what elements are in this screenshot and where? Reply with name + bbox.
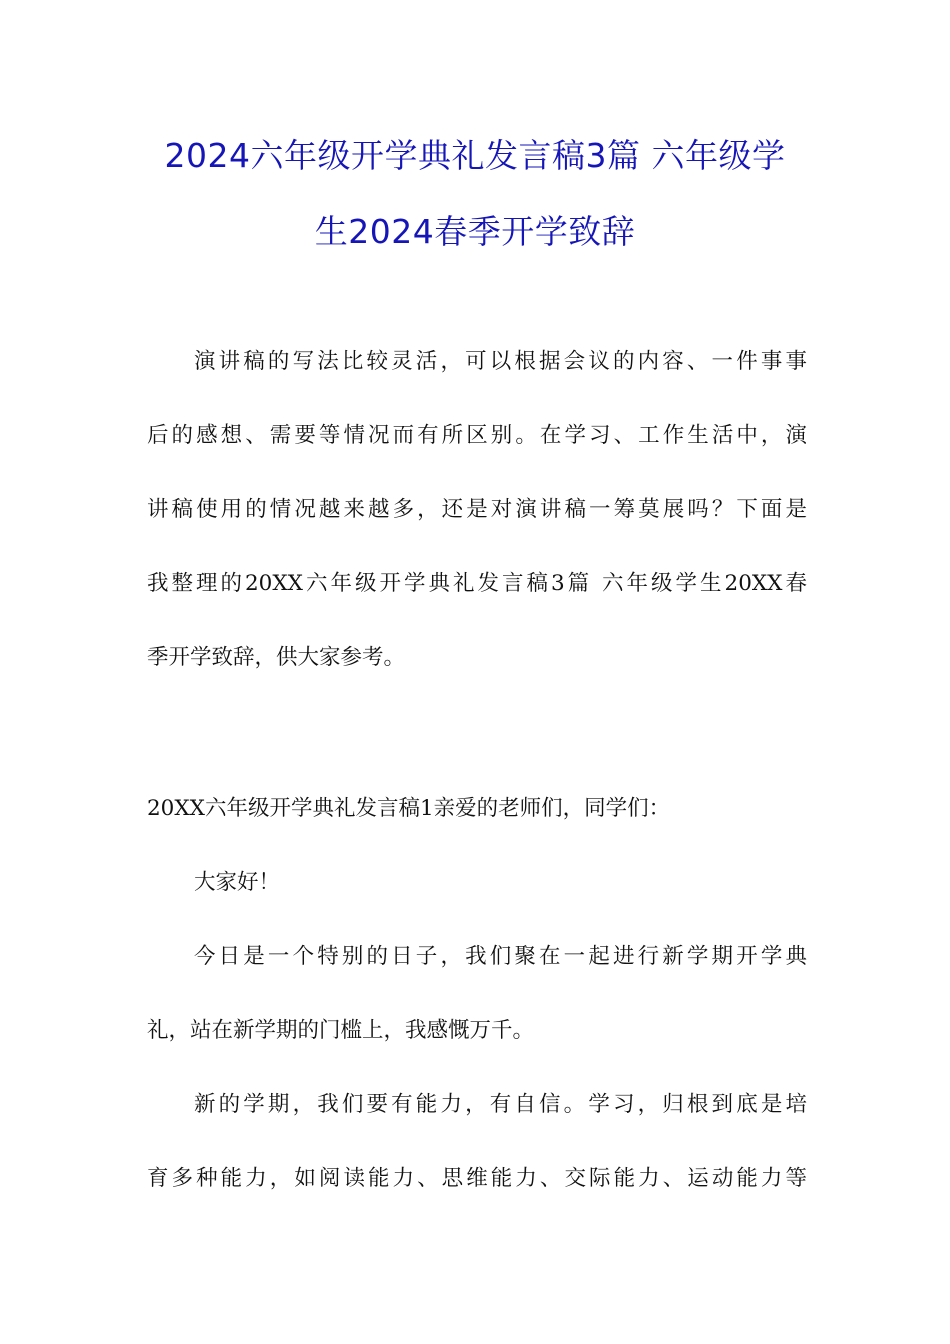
paragraph-2-line-2: 育多种能力，如阅读能力、思维能力、交际能力、运动能力等 xyxy=(147,1166,807,1191)
speech-heading: 20XX六年级开学典礼发言稿1亲爱的老师们，同学们： xyxy=(147,796,671,821)
intro-line-5: 季开学致辞，供大家参考。 xyxy=(147,645,406,670)
greeting: 大家好！ xyxy=(194,870,281,895)
paragraph-1-line-1: 今日是一个特别的日子，我们聚在一起进行新学期开学典 xyxy=(194,944,807,969)
title-line-2: 生2024春季开学致辞 xyxy=(314,212,636,251)
intro-line-2: 后的感想、需要等情况而有所区别。在学习、工作生活中，演 xyxy=(147,423,807,448)
paragraph-1-line-2: 礼，站在新学期的门槛上，我感慨万千。 xyxy=(147,1018,535,1043)
paragraph-2-line-1: 新的学期，我们要有能力，有自信。学习，归根到底是培 xyxy=(194,1092,807,1117)
title-line-1: 2024六年级开学典礼发言稿3篇 六年级学 xyxy=(164,136,786,175)
intro-line-4: 我整理的20XX六年级开学典礼发言稿3篇 六年级学生20XX春 xyxy=(147,571,807,596)
intro-line-1: 演讲稿的写法比较灵活，可以根据会议的内容、一件事事 xyxy=(194,349,807,374)
document-title xyxy=(120,118,830,270)
intro-line-3: 讲稿使用的情况越来越多，还是对演讲稿一筹莫展吗？下面是 xyxy=(147,497,807,522)
